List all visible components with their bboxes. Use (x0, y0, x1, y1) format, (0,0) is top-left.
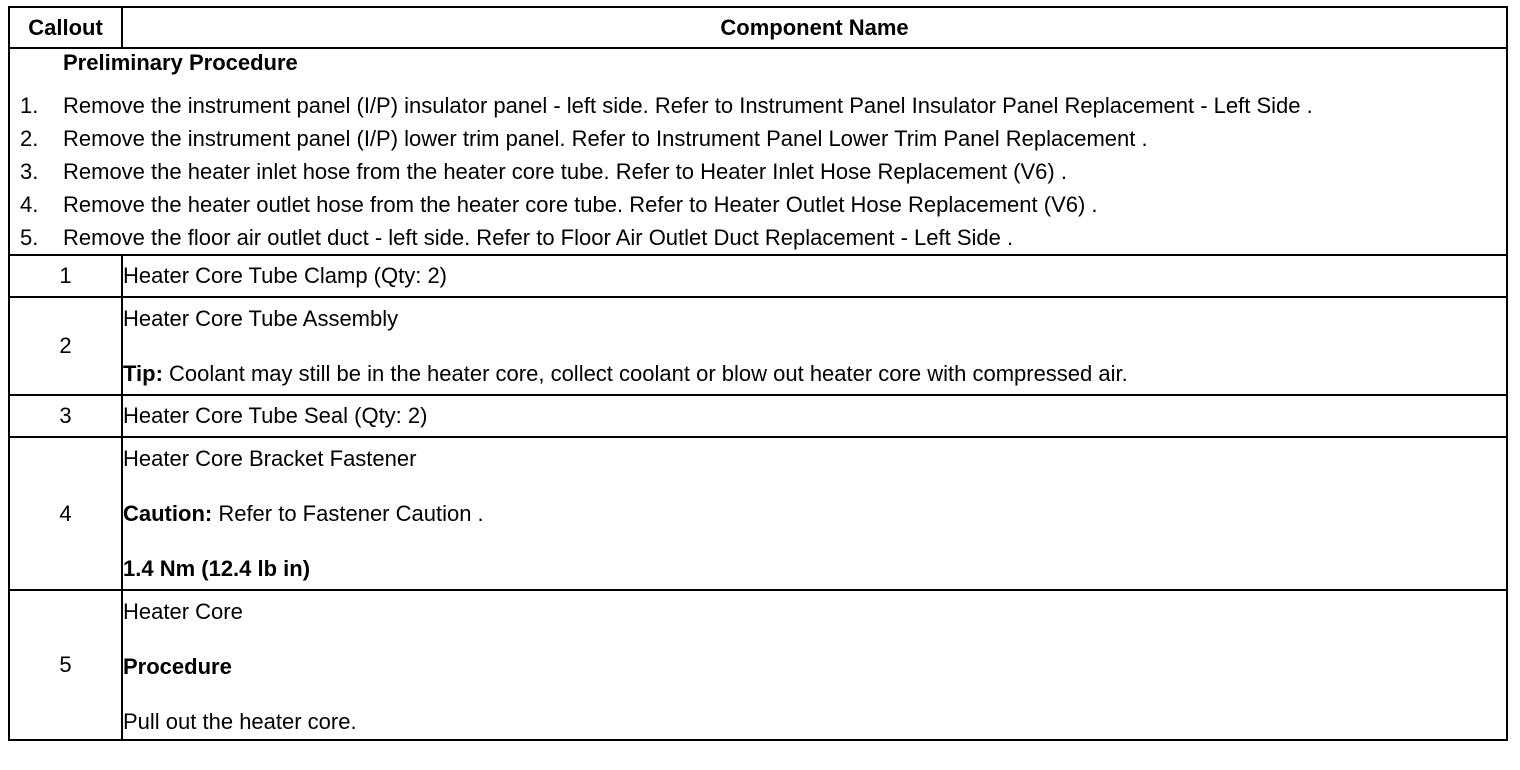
procedure-text: Pull out the heater core. (123, 709, 357, 734)
component-name: Heater Core Tube Clamp (Qty: 2) (122, 255, 1507, 297)
component-description (122, 590, 1507, 740)
list-item (10, 221, 1506, 254)
component-name: Heater Core Tube Seal (Qty: 2) (122, 395, 1507, 437)
caution-label: Caution: (123, 501, 213, 526)
step-text: Remove the instrument panel (I/P) insulator panel - left side. Refer to Instrument Panel Insulator Panel Replacement - Left Side . (63, 93, 1313, 118)
step-number: 2. (20, 126, 39, 151)
component-name: Heater Core Bracket Fastener (123, 446, 417, 471)
component-name: Heater Core Tube Assembly (123, 306, 399, 331)
tip-note (123, 360, 1506, 388)
step-text: Remove the instrument panel (I/P) lower trim panel. Refer to Instrument Panel Lower Trim Panel Replacement . (63, 126, 1148, 151)
callout-number: 3 (9, 395, 122, 437)
table-header-row (9, 7, 1507, 48)
tip-text: Coolant may still be in the heater core, collect coolant or blow out heater core with compressed air. (162, 361, 1128, 386)
step-text: Remove the heater inlet hose from the heater core tube. Refer to Heater Inlet Hose Replacement (V6) . (63, 159, 1067, 184)
table-row (9, 395, 1507, 437)
callout-number: 2 (9, 297, 122, 395)
table-row (9, 297, 1507, 395)
preliminary-procedure-row (9, 48, 1507, 255)
torque-spec: 1.4 Nm (12.4 lb in) (123, 556, 311, 581)
preliminary-steps-list (10, 89, 1506, 254)
list-item (10, 155, 1506, 188)
list-item (10, 188, 1506, 221)
list-item (10, 89, 1506, 122)
callout-number: 5 (9, 590, 122, 740)
callout-number: 4 (9, 437, 122, 590)
procedure-label: Procedure (123, 654, 232, 679)
step-number: 4. (20, 192, 39, 217)
tip-label: Tip: (123, 361, 163, 386)
callout-column-header: Callout (9, 7, 122, 48)
callout-table (8, 6, 1508, 741)
table-row (9, 437, 1507, 590)
step-text: Remove the heater outlet hose from the heater core tube. Refer to Heater Outlet Hose Replacement (V6) . (63, 192, 1098, 217)
callout-number: 1 (9, 255, 122, 297)
component-name: Heater Core (123, 599, 243, 624)
table-row (9, 590, 1507, 740)
step-number: 3. (20, 159, 39, 184)
preliminary-procedure-title: Preliminary Procedure (63, 50, 298, 75)
component-description (122, 437, 1507, 590)
list-item (10, 122, 1506, 155)
step-number: 5. (20, 225, 39, 250)
component-description (122, 297, 1507, 395)
preliminary-procedure-cell (9, 48, 1507, 255)
caution-text: Refer to Fastener Caution . (212, 501, 484, 526)
step-text: Remove the floor air outlet duct - left side. Refer to Floor Air Outlet Duct Replacement - Left Side . (63, 225, 1014, 250)
table-row (9, 255, 1507, 297)
component-name-column-header: Component Name (122, 7, 1507, 48)
caution-note (123, 500, 1506, 528)
step-number: 1. (20, 93, 39, 118)
